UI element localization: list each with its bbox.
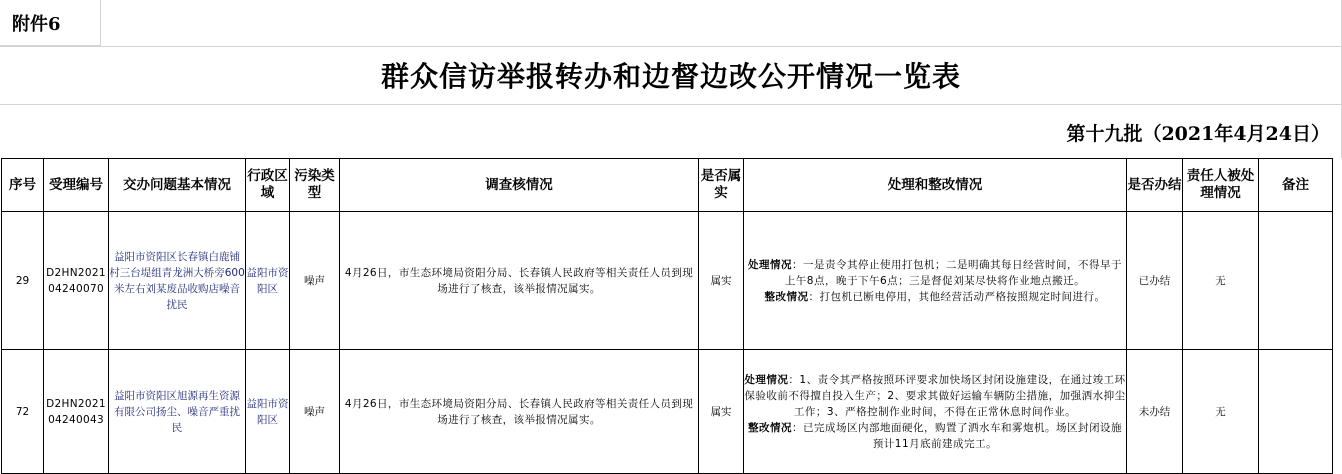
cell-responsible[interactable]: 无 bbox=[1183, 350, 1259, 474]
cell-handling[interactable] bbox=[744, 212, 1127, 350]
cell-code[interactable]: D2HN202104240070 bbox=[44, 212, 109, 350]
header-investigation[interactable]: 调查核情况 bbox=[340, 159, 699, 212]
cell-is-true[interactable]: 属实 bbox=[699, 350, 744, 474]
batch-date[interactable]: 第十九批（2021年4月24日） bbox=[1066, 122, 1330, 145]
cell-note[interactable] bbox=[1259, 212, 1333, 350]
header-concluded[interactable]: 是否办结 bbox=[1127, 159, 1183, 212]
cell-region[interactable]: 益阳市资阳区 bbox=[246, 212, 290, 350]
header-is-true[interactable]: 是否属实 bbox=[699, 159, 744, 212]
cell-responsible[interactable]: 无 bbox=[1183, 212, 1259, 350]
header-code[interactable]: 受理编号 bbox=[44, 159, 109, 212]
cell-pollution[interactable]: 噪声 bbox=[290, 212, 340, 350]
attachment-label[interactable]: 附件6 bbox=[0, 0, 101, 46]
rectify-label: 整改情况 bbox=[748, 421, 792, 434]
table-row bbox=[2, 350, 1333, 474]
handling-text: ：1、责令其严格按照环评要求加快场区封闭设施建设，在通过竣工环保验收前不得擅自投入生产；2、要求其做好运输车辆防尘措施，加强洒水抑尘工作；3、严格控制作业时间，不得在正常休息时间作业。 bbox=[744, 373, 1126, 418]
header-region[interactable]: 行政区域 bbox=[246, 159, 290, 212]
header-pollution[interactable]: 污染类型 bbox=[290, 159, 340, 212]
cell-code[interactable]: D2HN202104240043 bbox=[44, 350, 109, 474]
handling-label: 处理情况 bbox=[748, 258, 792, 271]
rectify-text: ：已完成场区内部地面硬化，购置了洒水车和雾炮机。场区封闭设施预计11月底前建成完工。 bbox=[792, 421, 1122, 450]
cell-concluded[interactable]: 已办结 bbox=[1127, 212, 1183, 350]
cell-handling[interactable] bbox=[744, 350, 1127, 474]
table-row bbox=[2, 212, 1333, 350]
handling-text: ：一是责令其停止使用打包机；二是明确其每日经营时间，不得早于上午8点，晚于下午6点；三是督促刘某尽快将作业地点搬迁。 bbox=[784, 258, 1122, 287]
cell-is-true[interactable]: 属实 bbox=[699, 212, 744, 350]
cell-concluded[interactable]: 未办结 bbox=[1127, 350, 1183, 474]
header-handling[interactable]: 处理和整改情况 bbox=[744, 159, 1127, 212]
cell-investigation[interactable]: 4月26日，市生态环境局资阳分局、长春镇人民政府等相关责任人员到现场进行了核查，该举报情况属实。 bbox=[340, 350, 699, 474]
complaint-table bbox=[1, 158, 1333, 474]
header-row bbox=[2, 159, 1333, 212]
cell-seq[interactable]: 72 bbox=[2, 350, 44, 474]
cell-problem[interactable]: 益阳市资阳区长春镇白鹿铺村三台堤组青龙洲大桥旁600米左右刘某废品收购店噪音扰民 bbox=[109, 212, 246, 350]
header-problem[interactable]: 交办问题基本情况 bbox=[109, 159, 246, 212]
cell-note[interactable] bbox=[1259, 350, 1333, 474]
cell-seq[interactable]: 29 bbox=[2, 212, 44, 350]
cell-pollution[interactable]: 噪声 bbox=[290, 350, 340, 474]
cell-problem[interactable]: 益阳市资阳区旭源再生资源有限公司扬尘、噪音严重扰民 bbox=[109, 350, 246, 474]
header-responsible[interactable]: 责任人被处理情况 bbox=[1183, 159, 1259, 212]
cell-investigation[interactable]: 4月26日，市生态环境局资阳分局、长春镇人民政府等相关责任人员到现场进行了核查，该举报情况属实。 bbox=[340, 212, 699, 350]
header-seq[interactable]: 序号 bbox=[2, 159, 44, 212]
rectify-text: ：打包机已断电停用，其他经营活动严格按照规定时间进行。 bbox=[808, 290, 1106, 303]
gridline bbox=[0, 104, 1342, 105]
header-note[interactable]: 备注 bbox=[1259, 159, 1333, 212]
page-title[interactable]: 群众信访举报转办和边督边改公开情况一览表 bbox=[380, 60, 961, 93]
rectify-label: 整改情况 bbox=[764, 290, 809, 303]
cell-region[interactable]: 益阳市资阳区 bbox=[246, 350, 290, 474]
handling-label: 处理情况 bbox=[744, 373, 789, 386]
